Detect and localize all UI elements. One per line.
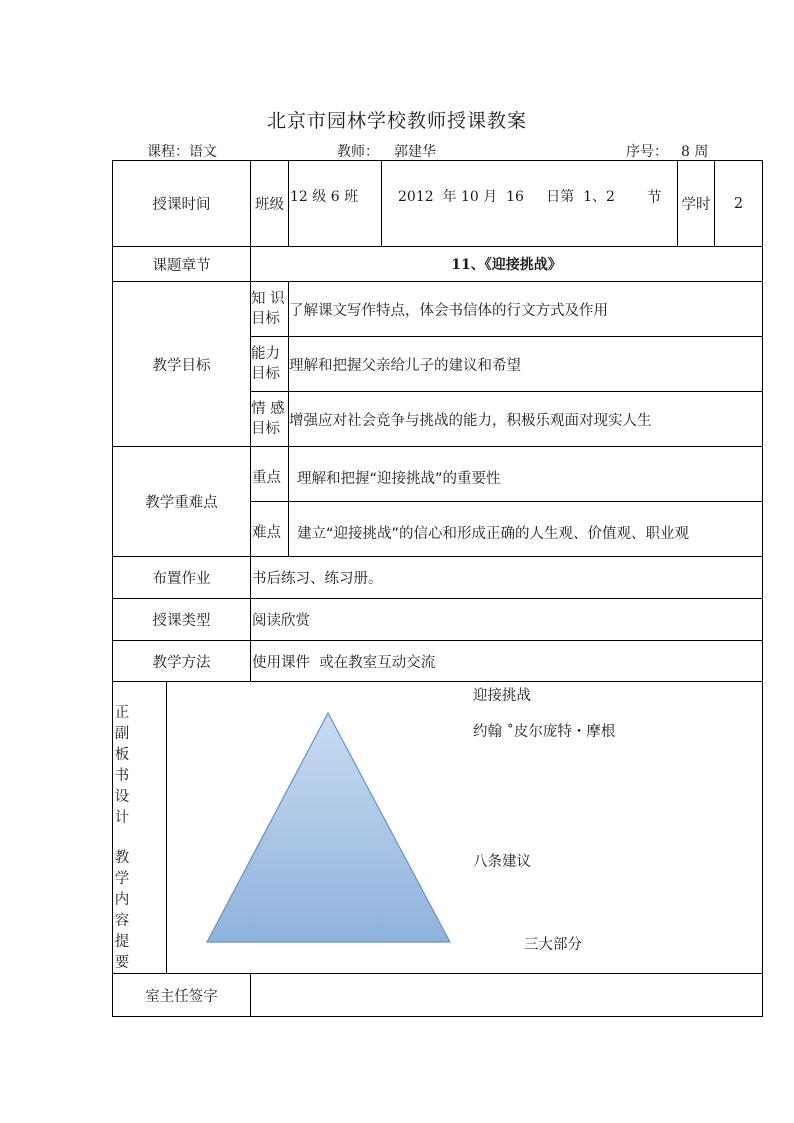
hours-label: 学时 <box>681 197 711 213</box>
objective-ability-text: 理解和把握父亲给儿子的建议和希望 <box>289 357 521 374</box>
objective-emotion-label: 情 感 目标 <box>251 401 285 437</box>
content-summary-label: 教学内容提要 <box>114 850 130 971</box>
lesson-date: 2012 年 10 月 16 日第 1、2 <box>398 189 615 205</box>
lesson-type-value: 阅读欣赏 <box>252 613 310 629</box>
key-point-text: 理解和把握“迎接挑战”的重要性 <box>297 470 501 487</box>
board-design-label: 正副板书设计 <box>114 705 130 826</box>
board-three-parts: 三大部分 <box>524 937 582 953</box>
teacher-label: 教师： <box>337 144 379 160</box>
key-point-label: 重点 <box>252 470 281 486</box>
page-title: 北京市园林学校教师授课教案 <box>266 110 527 132</box>
objective-knowledge-text: 了解课文写作特点，体会书信体的行文方式及作用 <box>289 302 608 319</box>
time-label: 授课时间 <box>152 197 211 213</box>
homework-label: 布置作业 <box>152 571 211 587</box>
course-field: 课程：语文 <box>147 144 217 160</box>
class-value: 12 级 6 班 <box>290 189 359 205</box>
method-value: 使用课件 或在教室互动交流 <box>252 654 436 671</box>
board-triangle <box>204 710 454 946</box>
sequence-label: 序号： <box>626 144 668 160</box>
hours-value: 2 <box>733 195 744 212</box>
signature-label: 室主任签字 <box>145 988 218 1005</box>
lesson-type-label: 授课类型 <box>152 613 211 629</box>
chapter-title: 11、《迎接挑战》 <box>451 257 562 273</box>
period-unit: 节 <box>647 190 662 206</box>
objectives-label: 教学目标 <box>152 357 211 374</box>
board-eight-suggestions: 八条建议 <box>473 854 531 870</box>
class-label: 班级 <box>255 197 284 213</box>
chapter-label: 课题章节 <box>152 257 211 274</box>
board-author: 约翰 ˚皮尔庞特・摩根 <box>473 724 616 740</box>
difficult-point-text: 建立“迎接挑战”的信心和形成正确的人生观、价值观、职业观 <box>297 525 690 542</box>
objective-emotion-text: 增强应对社会竞争与挑战的能力，积极乐观面对现实人生 <box>289 412 652 429</box>
board-title: 迎接挑战 <box>473 688 531 704</box>
homework-value: 书后练习、练习册。 <box>252 571 383 587</box>
sequence-value: 8 周 <box>681 144 709 160</box>
difficult-point-label: 难点 <box>252 525 281 541</box>
signature-field[interactable] <box>252 974 760 1016</box>
objective-knowledge-label: 知 识 目标 <box>251 291 285 327</box>
method-label: 教学方法 <box>152 654 211 671</box>
objective-ability-label: 能力 目标 <box>251 346 280 382</box>
key-points-label: 教学重难点 <box>145 495 218 511</box>
teacher-name: 郭建华 <box>394 144 436 160</box>
